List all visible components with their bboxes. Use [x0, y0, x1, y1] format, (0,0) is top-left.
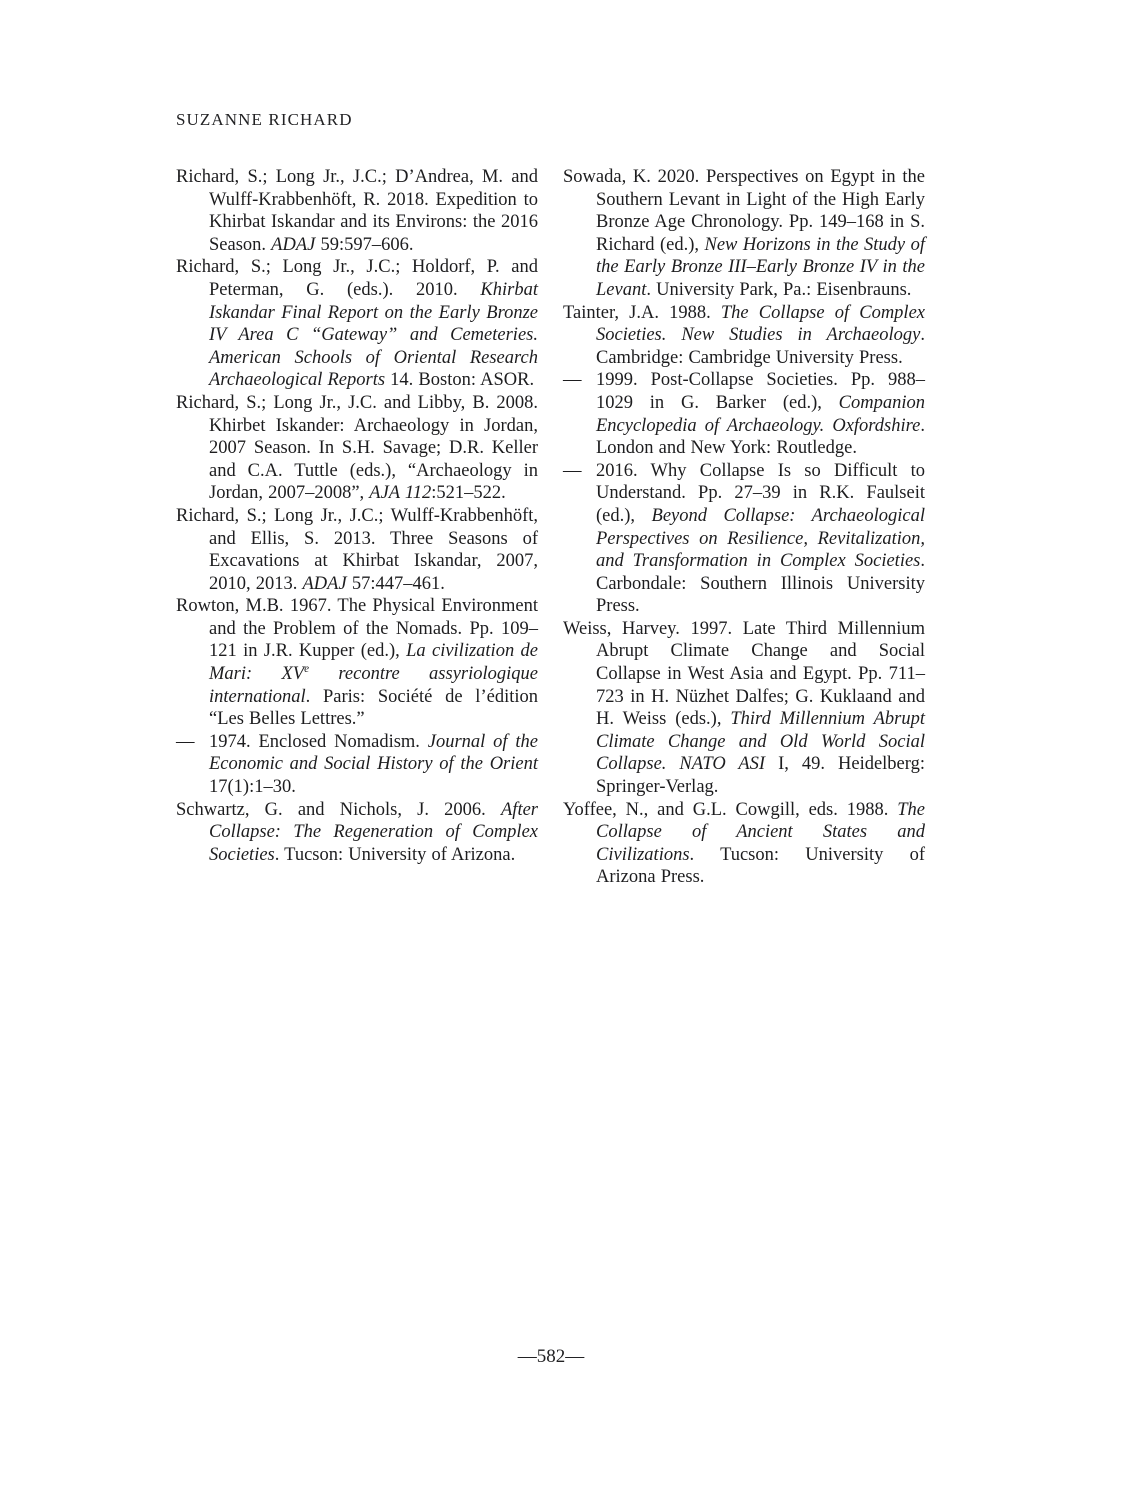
reference-text: 1999. Post-Collapse Societies. Pp. 988–1029 in G. Barker (ed.), [596, 370, 925, 413]
reference-italic-text: The Collapse of Complex Societies. New Studies in Archaeology [596, 302, 925, 346]
reference-entry [563, 302, 925, 370]
reference-text: . Tucson: University of Arizona Press. [596, 844, 925, 888]
reference-entry [563, 369, 925, 459]
same-author-dash: — [176, 731, 195, 752]
reference-entry [563, 799, 925, 889]
reference-text: Tainter, J.A. 1988. [563, 302, 721, 323]
reference-text: . London and New York: Routledge. [596, 415, 925, 459]
reference-text: Yoffee, N., and G.L. Cowgill, eds. 1988. [563, 799, 898, 820]
bibliography-left-column [176, 166, 538, 889]
reference-entry [176, 595, 538, 731]
reference-text: 14. Boston: ASOR. [385, 370, 535, 391]
reference-entry [563, 460, 925, 618]
page-number: —582— [517, 1346, 585, 1367]
bibliography [176, 166, 926, 889]
reference-text: 1974. Enclosed Nomadism. [209, 731, 428, 752]
reference-entry [176, 505, 538, 595]
reference-text: Schwartz, G. and Nichols, J. 2006. [176, 799, 501, 820]
reference-italic-text: La civilization de Mari: XV [209, 641, 538, 685]
reference-italic-text: Third Millennium Abrupt Climate Change and Old World Social Collapse. NATO ASI [596, 709, 925, 775]
reference-italic-text: Journal of the Economic and Social History of the Orient [209, 731, 538, 775]
same-author-dash: — [563, 370, 582, 391]
reference-entry [176, 256, 538, 392]
reference-text: 57:447–461. [346, 573, 445, 594]
reference-italic-text: After Collapse: The Regeneration of Complex Societies [209, 799, 538, 865]
reference-text: . Cambridge: Cambridge University Press. [596, 325, 925, 368]
reference-entry [563, 618, 925, 799]
reference-italic-text: ADAJ [302, 573, 347, 594]
same-author-dash: — [563, 460, 582, 481]
reference-entry [176, 166, 538, 256]
reference-italic-text: ADAJ [271, 234, 316, 255]
reference-italic-text: The Collapse of Ancient States and Civilizations [596, 799, 925, 865]
reference-text: 2016. Why Collapse Is so Difficult to Understand. Pp. 27–39 in R.K. Faulseit (ed.), [596, 460, 925, 526]
reference-text: I, 49. Heidelberg: Springer-Verlag. [596, 754, 925, 798]
reference-italic-text: Beyond Collapse: Archaeological Perspectives on Resilience, Revitalization, and Transformation in Complex Societies [596, 505, 925, 572]
bibliography-right-column [563, 166, 925, 889]
reference-entry [176, 799, 538, 867]
reference-text: Rowton, M.B. 1967. The Physical Environment and the Problem of the Nomads. Pp. 109–121 in J.R. Kupper (ed.), [176, 596, 538, 662]
reference-text: :521–522. [431, 483, 506, 504]
reference-italic-text: New Horizons in the Study of the Early Bronze III–Early Bronze IV in the Levant [596, 234, 925, 300]
reference-entry [563, 166, 925, 302]
reference-text: 17(1):1–30. [209, 777, 296, 798]
reference-entry [176, 392, 538, 505]
reference-text: Richard, S.; Long Jr., J.C. and Libby, B. 2008. Khirbet Iskander: Archaeology in Jordan, 2007 Season. In S.H. Savage; D.R. Keller and C.A. Tuttle (eds.), “Archaeology in Jordan, 2007–2008”, [176, 392, 538, 504]
reference-text: Richard, S.; Long Jr., J.C.; Wulff-Krabbenhöft, and Ellis, S. 2013. Three Seasons of Excavations at Khirbat Iskandar, 2007, 2010, 2013. [176, 505, 538, 594]
reference-italic-text: recontre assyriologique international [209, 664, 539, 707]
reference-entry [176, 731, 538, 799]
reference-italic-text: Companion Encyclopedia of Archaeology. Oxfordshire [596, 392, 925, 436]
reference-italic-text: e [304, 662, 310, 675]
running-header: SUZANNE RICHARD [176, 110, 353, 129]
reference-text: . Tucson: University of Arizona. [274, 844, 516, 865]
reference-text: Richard, S.; Long Jr., J.C.; Holdorf, P. and Peterman, G. (eds.). 2010. [176, 257, 538, 300]
reference-text: Weiss, Harvey. 1997. Late Third Millennium Abrupt Climate Change and Social Collapse in West Asia and Egypt. Pp. 711–723 in H. Nüzhet Dalfes; G. Kuklaand and H. Weiss (eds.), [563, 618, 925, 730]
reference-text: Sowada, K. 2020. Perspectives on Egypt in the Southern Levant in Light of the High Early Bronze Age Chronology. Pp. 149–168 in S. Richard (ed.), [563, 167, 925, 255]
reference-text: . University Park, Pa.: Eisenbrauns. [646, 279, 912, 300]
reference-text: 59:597–606. [315, 234, 414, 255]
reference-italic-text: Khirbat Iskandar Final Report on the Early Bronze IV Area C “Gateway” and Cemeteries. American Schools of Oriental Research Archaeological Reports [209, 279, 538, 391]
reference-text: . Carbondale: Southern Illinois University Press. [596, 551, 925, 617]
reference-text: Richard, S.; Long Jr., J.C.; D’Andrea, M. and Wulff-Krabbenhöft, R. 2018. Expedition to Khirbat Iskandar and its Environs: the 2016 Season. [176, 167, 538, 255]
reference-italic-text: AJA 112 [369, 483, 432, 504]
reference-text: . Paris: Société de l’édition “Les Belles Lettres.” [209, 686, 538, 730]
